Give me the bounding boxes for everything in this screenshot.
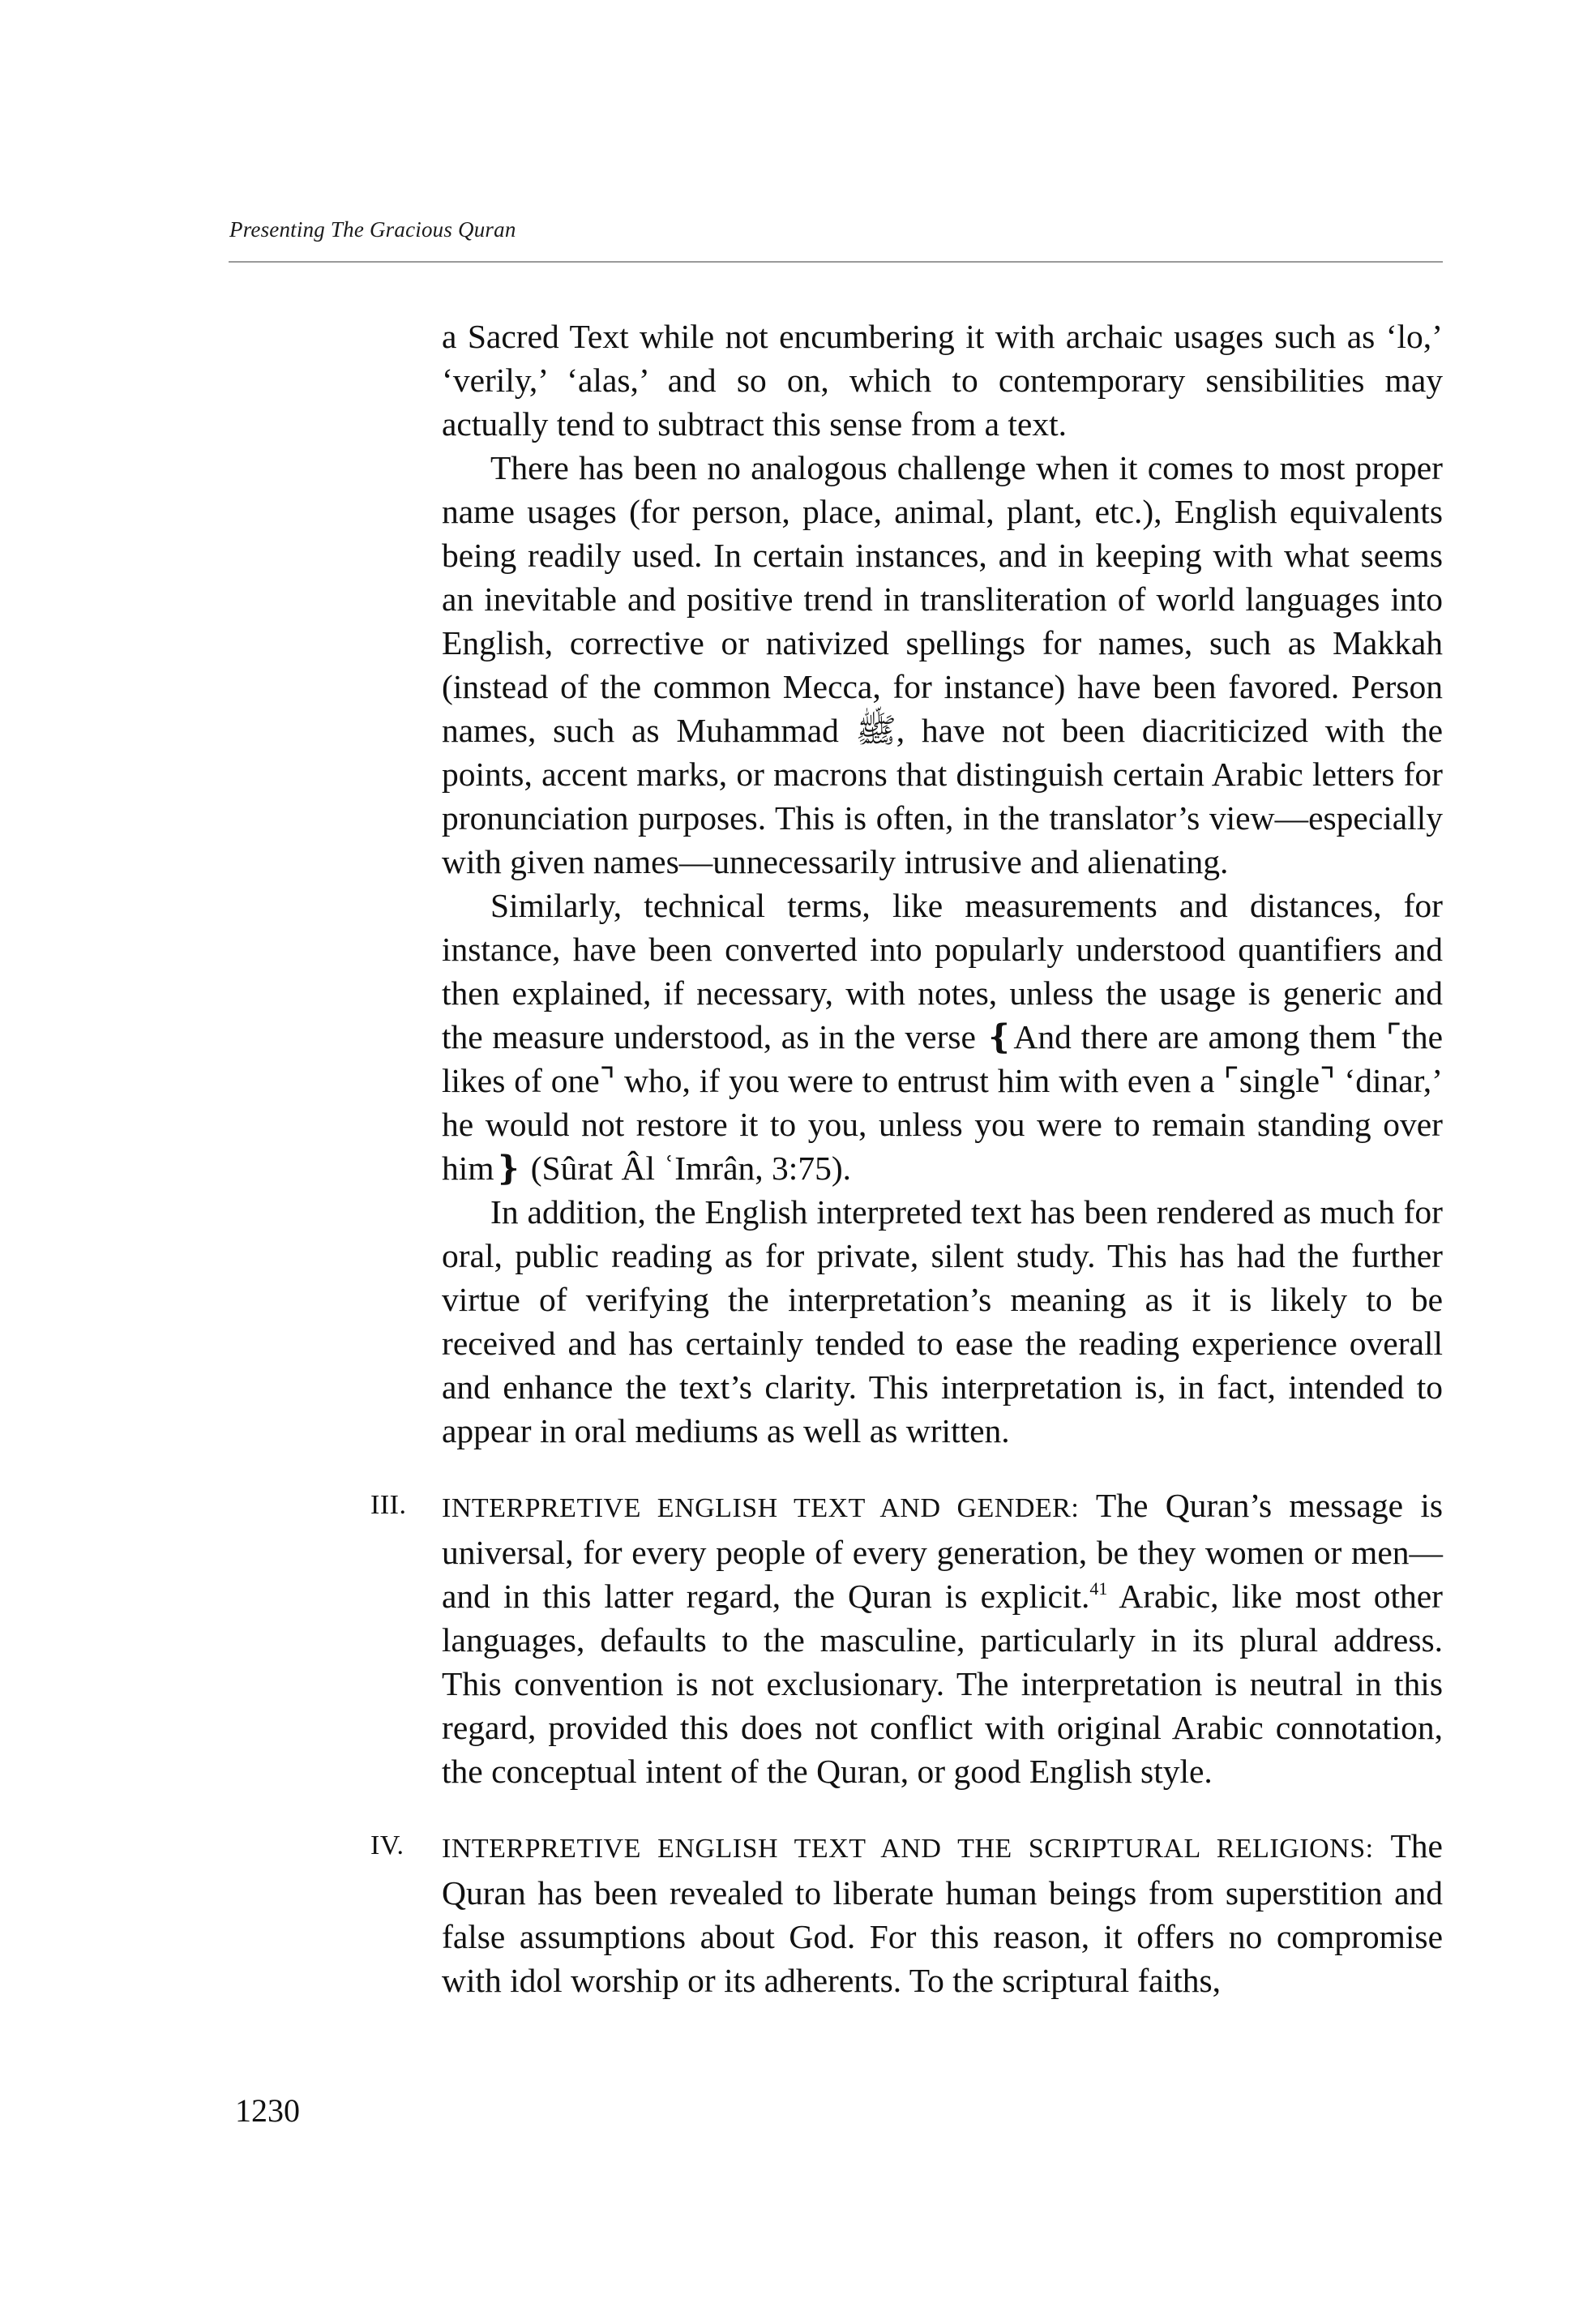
section-heading: INTERPRETIVE ENGLISH TEXT AND THE SCRIPTURAL RELIGIONS: [442, 1834, 1374, 1864]
footnote-ref[interactable]: 41 [1089, 1578, 1108, 1599]
section-numeral: III. [370, 1490, 407, 1520]
page-number: 1230 [235, 2092, 300, 2129]
section-text: Arabic, like most other languages, defaults to the masculine, particularly in its plural address. This convention is not exclusionary. The interpretation is neutral in this regard, provided this does not conflict with original Arabic connotation, the conceptual intent of the Quran, or good English style. [442, 1578, 1443, 1790]
running-head: Presenting The Gracious Quran [229, 217, 516, 242]
section-scriptural-religions [370, 1824, 1443, 2002]
section-text: The Quran’s message is universal, for every people of every generation, be they women or men—and in this latter regard, the Quran is explicit. [442, 1487, 1443, 1615]
body-text [370, 315, 1443, 2002]
section-numeral: IV. [370, 1830, 404, 1860]
section-gender [370, 1483, 1443, 1793]
paragraph: In addition, the English interpreted text has been rendered as much for oral, public reading as for private, silent study. This has had the further virtue of verifying the interpretation’s meaning as it is likely to be received and has certainly tended to ease the reading experience overall and enhance the text’s clarity. This interpretation is, in fact, intended to appear in oral mediums as well as written. [442, 1193, 1443, 1449]
paragraph: a Sacred Text while not encumbering it with archaic usages such as ‘lo,’ ‘verily,’ ‘alas,’ and so on, which to contemporary sensibilities may actually tend to subtract this sense from a text. [442, 318, 1443, 443]
section-paragraph [442, 1483, 1443, 1793]
header-rule [229, 261, 1443, 263]
section-paragraph [442, 1824, 1443, 2002]
section-heading: INTERPRETIVE ENGLISH TEXT AND GENDER: [442, 1493, 1080, 1523]
paragraph: There has been no analogous challenge when it comes to most proper name usages (for person, place, animal, plant, etc.), English equivalents being readily used. In certain instances, and in keeping with what seems an inevitable and positive trend in transliteration of world languages into English, corrective or nativized spellings for names, such as Makkah (instead of the common Mecca, for instance) have been favored. Person names, such as Muhammad ﷺ, have not been diacriticized with the points, accent marks, or macrons that distinguish certain Arabic letters for pronunciation purposes. This is often, in the translator’s view—especially with given names—unnecessarily intrusive and alienating. [442, 449, 1443, 880]
section-text: The Quran has been revealed to liberate human beings from superstition and false assumptions about God. For this reason, it offers no compromise with idol worship or its adherents. To the scriptural faiths, [442, 1827, 1443, 1999]
paragraph: Similarly, technical terms, like measurements and distances, for instance, have been converted into popularly understood quantifiers and then explained, if necessary, with notes, unless the usage is generic and the measure understood, as in the verse ❴And there are among them ⌜the likes of one⌝ who, if you were to entrust him with even a ⌜single⌝ ‘dinar,’ he would not restore it to you, unless you were to remain standing over him❵ (Sûrat Âl ʿImrân, 3:75). [442, 887, 1443, 1187]
